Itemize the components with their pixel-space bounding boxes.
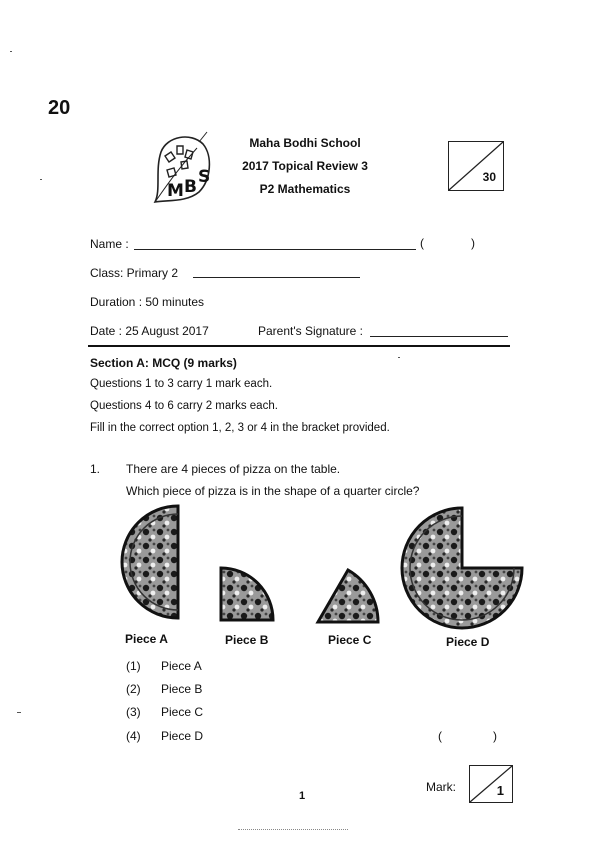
svg-text:M: M [167, 181, 184, 201]
piece-label: Piece C [328, 633, 372, 647]
instruction-line: Questions 4 to 6 carry 2 marks each. [90, 400, 278, 412]
date-text: Date : 25 August 2017 [90, 324, 209, 338]
school-name: Maha Bodhi School [249, 136, 361, 150]
register-bracket-open: ( [420, 236, 424, 250]
svg-text:B: B [184, 177, 197, 197]
parent-signature-label: Parent's Signature : [258, 324, 364, 338]
piece-label: Piece D [446, 635, 490, 649]
question-line: There are 4 pieces of pizza on the table. [126, 462, 341, 476]
question-line: Which piece of pizza is in the shape of a quarter circle? [126, 484, 420, 498]
option-number: (3) [126, 705, 141, 719]
scan-speck [40, 179, 42, 180]
option-text[interactable]: Piece B [161, 682, 203, 696]
option-number: (1) [126, 659, 141, 673]
piece-label: Piece A [125, 632, 168, 646]
parent-signature-line[interactable] [370, 336, 508, 337]
svg-text:S: S [198, 167, 211, 187]
pizza-figure [100, 500, 530, 630]
option-text[interactable]: Piece C [161, 705, 204, 719]
mark-label: Mark: [426, 780, 456, 794]
section-divider [88, 345, 510, 347]
review-title: 2017 Topical Review 3 [242, 159, 368, 173]
piece-b-quarter-circle [221, 568, 273, 620]
name-field-line[interactable] [134, 249, 416, 250]
total-marks: 30 [482, 170, 496, 184]
name-label: Name : [90, 237, 129, 251]
class-field-line[interactable] [193, 277, 360, 278]
scan-speck [10, 51, 12, 52]
scan-speck [398, 357, 400, 358]
scan-artifact [238, 829, 348, 830]
page-number-bottom: 1 [299, 790, 306, 802]
instruction-line: Fill in the correct option 1, 2, 3 or 4 in the bracket provided. [90, 422, 390, 434]
section-title: Section A: MCQ (9 marks) [90, 356, 237, 370]
register-bracket-close: ) [471, 236, 475, 250]
instruction-line: Questions 1 to 3 carry 1 mark each. [90, 378, 273, 390]
piece-label: Piece B [225, 633, 269, 647]
option-number: (2) [126, 682, 141, 696]
mbs-leaf-logo-icon [147, 130, 217, 208]
option-number: (4) [126, 729, 141, 743]
option-text[interactable]: Piece A [161, 659, 202, 673]
class-label: Class: Primary 2 [90, 266, 179, 280]
total-score-box [448, 141, 504, 191]
mark-value: 1 [496, 783, 504, 798]
scan-speck [17, 712, 21, 713]
page-number-top: 20 [48, 97, 71, 119]
diagonal-line-icon [470, 766, 512, 802]
mark-box [469, 765, 513, 803]
piece-c-sector [318, 570, 378, 622]
answer-field[interactable] [446, 726, 492, 746]
duration-text: Duration : 50 minutes [90, 295, 205, 309]
piece-a-half-circle [122, 506, 178, 618]
question-number: 1. [90, 462, 101, 476]
answer-bracket-close: ) [493, 729, 497, 743]
subject-title: P2 Mathematics [259, 182, 351, 196]
answer-bracket-open: ( [438, 729, 442, 743]
piece-d-three-quarter-circle [402, 508, 522, 628]
option-text[interactable]: Piece D [161, 729, 204, 743]
